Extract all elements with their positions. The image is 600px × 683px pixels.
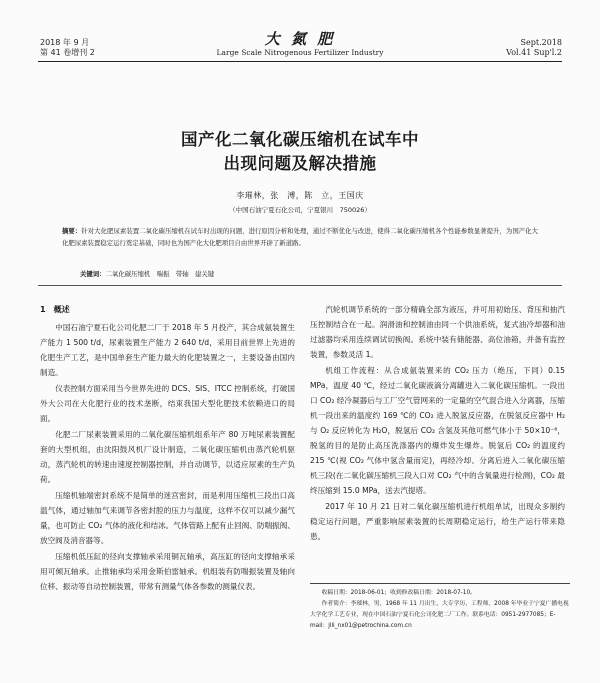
header-date: 2018 年 9 月 <box>40 38 90 47</box>
journal-logo: 大 氮 肥 <box>264 30 336 48</box>
header-volume: 第 41 卷增刊 2 <box>40 48 95 57</box>
paragraph: 机组工作流程：从合成氨装置来的 CO₂ 压力（绝压，下同）0.15 MPa，温度 40 ℃，经过二氧化碳液滴分离罐进入二氧化碳压缩机。一段出口 CO₂ 经冷凝器后与工厂空气管网来的一定量的空气混合进入分离器，压缩机一段出来的温度约 169 ℃的 CO₂ 进入脱氢反应器，在脱氢反应器中 H₂ 与 O₂ 反应转化为 H₂O，脱氢后 CO₂ 含氢及其他可燃气体小于 50×10⁻⁶，脱氢的目的是防止高压洗涤器内的爆炸发生爆炸。脱氢后 CO₂ 的温度约 215 ℃(视 CO₂ 气体中氢含量而定)，再经冷却、分离后进入二氧化碳压缩机三段(在二氧化碳压缩机三段入口对 CO₂ 气中的含氧量进行检测)，CO₂ 最终压缩到 15.0 MPa，送去汽提塔。 <box>310 366 565 495</box>
article-title <box>0 128 600 176</box>
abstract-label: 摘要： <box>62 227 82 235</box>
journal-english-title: Large Scale Nitrogenous Fertilizer Industry <box>216 48 384 57</box>
paragraph: 化肥二厂尿素装置采用的二氧化碳压缩机组系年产 80 万吨尿素装置配套的大型机组，由沈阳鼓风机厂设计制造，二氧化碳压缩机由蒸汽轮机驱动，蒸汽轮机的转速由速度控制器控制，并自动调节，以适应尿素的生产负荷。 <box>40 430 295 484</box>
footnote-received: 收稿日期：2018-06-01；收到修改稿日期：2018-07-10。 <box>321 590 476 596</box>
section-heading-overview: 1 概述 <box>40 305 70 314</box>
keywords-label: 关键词： <box>80 270 106 278</box>
footnote-author-bio: 作者简介：李璀林，男，1968 年 11 月出生，大专学历，工程师，2008 年毕业于宁夏广播电视大学化学工艺专业，现在中国石油宁夏石化公司化肥二厂工作。联系电话：0951-2977085；E-mail：jlli_nx01@petrochina.com.cn <box>310 601 569 629</box>
article-authors: 李璀林，张 溥，陈 立，王国庆 <box>236 191 364 200</box>
title-line-2: 出现问题及解决措施 <box>223 154 377 173</box>
journal-date-right <box>506 38 562 58</box>
title-line-1: 国产化二氧化碳压缩机在试车中 <box>181 130 419 149</box>
body-column-left <box>40 302 295 595</box>
article-abstract <box>62 226 538 249</box>
paragraph: 仪表控制方面采用当今世界先进的 DCS、SIS、ITCC 控制系统，打破国外大公司在大化肥行业的技术垄断，结束我国大型化肥技术依赖进口的局面。 <box>40 384 295 423</box>
header-date-en: Sept.2018 <box>520 38 562 47</box>
footnotes <box>310 588 572 632</box>
paragraph: 汽轮机调节系统的一部分精确全部为液压，并可用初始压、背压和抽汽压控制结合在一起。润滑油和控制油由同一个供油系统，复式油冷却器和油过滤器均采用连续调试切换阀。系统中装有储能器、高位油箱，并备有监控装置，参数灵活 1。 <box>310 305 565 359</box>
article-affiliation: （中国石油宁夏石化公司，宁夏银川 750026） <box>229 206 371 214</box>
body-column-right <box>310 302 565 545</box>
abstract-divider <box>38 285 562 286</box>
paragraph: 压缩机低压缸的径向支撑轴承采用铜瓦轴承，高压缸的径向支撑轴承采用可倾瓦轴承。止推轴承均采用金斯伯雷轴承。机组装有防喘振装置及轴向位移、振动等自动控制装置，带常有测量气体各参数的测量仪表。 <box>40 552 295 591</box>
paragraph: 压缩机轴端密封系统不是简单的迷宫密封，而是利用压缩机三段出口高温气体，通过轴加气来调节各密封腔的压力与温度，这样不仅可以减少漏气量，也可防止 CO₂ 气体的液化和结冰。气体管路上配有止回阀、防喘振阀、放空阀及消音器等。 <box>40 491 295 545</box>
article-keywords <box>80 269 538 278</box>
header-volume-en: Vol.41 Sup'l.2 <box>506 48 562 57</box>
abstract-text: 针对大化肥尿素装置二氧化碳压缩机在试车时出现的问题，进行原因分析和处理，通过不断优化与改进，使得二氧化碳压缩机各个性能参数显著提升，为国产化大化肥尿素装置稳定运行奠定基础，同时也为国产化大化肥项目自由世界开辟了新道路。 <box>62 227 539 247</box>
paragraph: 中国石油宁夏石化公司化肥二厂于 2018 年 5 月投产，其合成氨装置生产能力 1 500 t/d，尿素装置生产能力 2 640 t/d，采用目前世界上先进的化肥生产工艺，是中国单套生产能力最大的化肥装置之一，主要设备由国内制造。 <box>40 323 295 377</box>
header-divider <box>38 61 562 62</box>
keywords-text: 二氧化碳压缩机 喘振 带轴 建关键 <box>105 270 215 278</box>
paragraph: 2017 年 10 月 21 日对二氧化碳压缩机进行机组单试，出现众多制约稳定运行问题，严重影响尿素装置的长周期稳定运行，给生产运行带来隐患。 <box>310 502 565 541</box>
footnote-divider <box>310 583 570 584</box>
